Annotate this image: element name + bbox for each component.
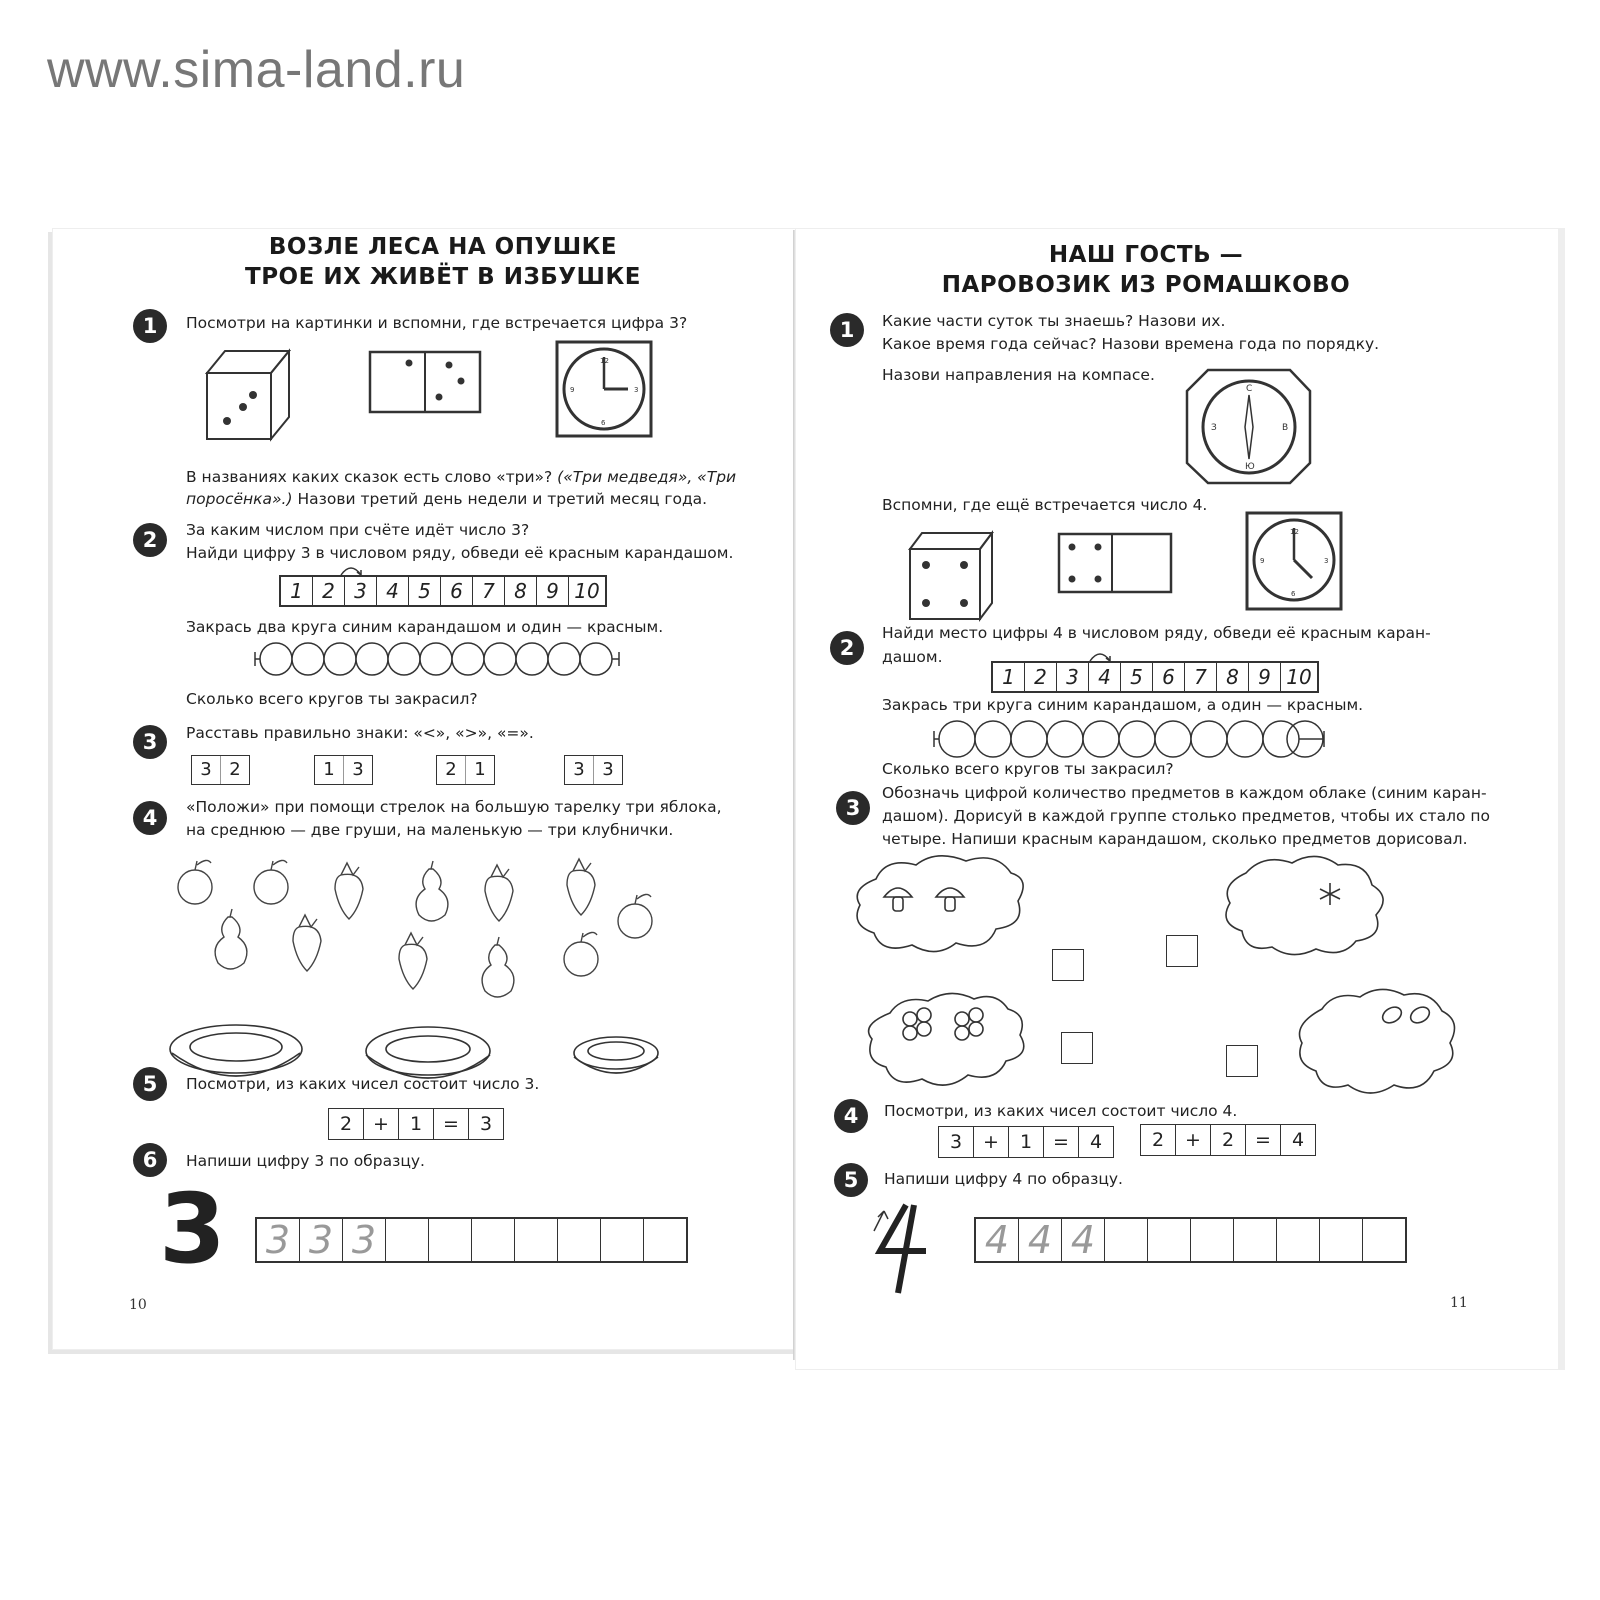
cloud-mushrooms <box>857 856 1023 952</box>
compass-east-label: В <box>1282 423 1289 433</box>
empty-cell[interactable] <box>1234 1219 1277 1261</box>
trace-cell[interactable]: 3 <box>300 1219 343 1261</box>
task-text: Какие части суток ты знаешь? Назови их. <box>882 312 1226 330</box>
task-text: Найди место цифры 4 в числовом ряду, обведи её красным каран- <box>882 624 1431 642</box>
empty-cell[interactable] <box>1191 1219 1234 1261</box>
trace-cell[interactable]: 4 <box>1019 1219 1062 1261</box>
cloud-flowers <box>869 993 1024 1085</box>
equation-term: = <box>1044 1127 1079 1157</box>
strawberry-icon <box>485 865 513 921</box>
task-number: 1 <box>830 313 864 347</box>
task-number: 2 <box>830 631 864 665</box>
equation-term: 1 <box>1009 1127 1044 1157</box>
svg-text:3: 3 <box>634 386 639 394</box>
task-text: За каким числом при счёте идёт число 3? <box>186 521 530 539</box>
equation <box>1140 1124 1316 1156</box>
compare-pair[interactable] <box>564 755 623 785</box>
compare-value: 3 <box>565 756 594 784</box>
number-cell: 10 <box>574 579 600 603</box>
task-text: Назови направления на компасе. <box>882 366 1155 384</box>
compare-pair[interactable] <box>191 755 250 785</box>
answer-box[interactable] <box>1052 949 1084 981</box>
number-cell: 9 <box>1249 663 1281 691</box>
task-text: Расставь правильно знаки: «<», «>», «=». <box>186 724 534 742</box>
how-many-text: Сколько всего кругов ты закрасил? <box>882 760 1174 778</box>
sample-digit: 3 <box>159 1173 226 1285</box>
trace-cell[interactable]: 4 <box>976 1219 1019 1261</box>
number-cell: 4 <box>1089 663 1121 691</box>
equation-term: 2 <box>1211 1125 1246 1155</box>
task-text: Найди цифру 3 в числовом ряду, обведи её красным карандашом. <box>186 544 734 562</box>
strawberry-icon <box>293 915 321 971</box>
compare-value: 3 <box>352 759 364 780</box>
page-number: 10 <box>129 1297 147 1313</box>
compare-pair[interactable] <box>436 755 495 785</box>
left-title-line1: ВОЗЛЕ ЛЕСА НА ОПУШКЕ <box>268 234 618 260</box>
medium-plate-icon <box>366 1027 490 1078</box>
domino-icon <box>1058 533 1172 593</box>
task-text: Посмотри, из каких чисел состоит число 3. <box>186 1075 540 1093</box>
fruits-illustration <box>163 849 723 1019</box>
equation-term: 4 <box>1291 1129 1305 1151</box>
equation-term: + <box>974 1127 1009 1157</box>
strawberry-icon <box>335 863 363 919</box>
task-number: 6 <box>133 1143 167 1177</box>
equation-term: + <box>364 1109 399 1139</box>
empty-cell[interactable] <box>1105 1219 1148 1261</box>
right-title-line1: НАШ ГОСТЬ — <box>1048 242 1244 268</box>
task-number: 4 <box>834 1099 868 1133</box>
equation-term: 2 <box>1141 1125 1176 1155</box>
task-text: «Положи» при помощи стрелок на большую тарелку три яблока, <box>186 798 722 816</box>
number-cell: 7 <box>473 577 505 605</box>
arc-arrow-icon <box>1088 649 1112 663</box>
domino-icon <box>369 351 481 413</box>
page-number: 11 <box>1450 1295 1468 1311</box>
apple-icon <box>178 860 212 904</box>
number-cell: 8 <box>505 577 537 605</box>
right-title-line2: ПАРОВОЗИК ИЗ РОМАШКОВО <box>941 272 1351 298</box>
task-text: дашом). Дорисуй в каждой группе столько предметов, чтобы их стало по <box>882 807 1491 825</box>
how-many-text: Сколько всего кругов ты закрасил? <box>186 690 478 708</box>
svg-text:9: 9 <box>570 386 575 394</box>
compare-value: 1 <box>315 756 344 784</box>
large-plate-icon <box>170 1025 302 1076</box>
empty-cell[interactable] <box>1277 1219 1320 1261</box>
svg-text:12: 12 <box>600 357 609 365</box>
empty-cell[interactable] <box>472 1219 515 1261</box>
empty-cell[interactable] <box>601 1219 644 1261</box>
compare-value: 1 <box>474 759 486 780</box>
task-text: Напиши цифру 3 по образцу. <box>186 1152 425 1170</box>
trace-cell[interactable]: 3 <box>257 1219 300 1261</box>
task-text: Посмотри на картинки и вспомни, где встречается цифра 3? <box>186 314 688 332</box>
svg-text:9: 9 <box>1260 557 1265 565</box>
number-cell: 6 <box>1153 663 1185 691</box>
pear-icon <box>482 937 514 997</box>
strawberry-icon <box>399 933 427 989</box>
compare-pair[interactable] <box>314 755 373 785</box>
number-cell: 2 <box>313 577 345 605</box>
compare-value: 2 <box>229 759 241 780</box>
dice-icon <box>906 529 996 624</box>
pear-icon <box>416 861 448 921</box>
number-cell: 7 <box>1185 663 1217 691</box>
cloud-snowflake <box>1226 856 1383 954</box>
task-number: 4 <box>133 801 167 835</box>
circles-row[interactable] <box>253 641 623 677</box>
task-number: 3 <box>836 791 870 825</box>
equation-term: 1 <box>399 1109 434 1139</box>
empty-cell[interactable] <box>1148 1219 1191 1261</box>
remember-text: Вспомни, где ещё встречается число 4. <box>882 496 1208 514</box>
svg-text:6: 6 <box>601 419 606 427</box>
fairy-tale-line1: В названиях каких сказок есть слово «три»? («Три медведя», «Три <box>186 468 737 486</box>
compare-value: 3 <box>192 756 221 784</box>
number-cell: 5 <box>409 577 441 605</box>
left-title-line2: ТРОЕ ИХ ЖИВЁТ В ИЗБУШКЕ <box>245 264 641 290</box>
equation-term: = <box>1246 1125 1281 1155</box>
number-cell: 2 <box>1025 663 1057 691</box>
svg-text:6: 6 <box>1291 590 1296 598</box>
compare-value: 3 <box>602 759 614 780</box>
equation-term: 3 <box>479 1113 493 1135</box>
task-number: 1 <box>133 309 167 343</box>
compass-icon <box>1186 369 1312 485</box>
empty-cell[interactable] <box>386 1219 429 1261</box>
equation <box>938 1126 1114 1158</box>
number-cell: 1 <box>993 663 1025 691</box>
answer-box[interactable] <box>1226 1045 1258 1077</box>
apple-icon <box>618 894 652 938</box>
compass-west-label: З <box>1211 423 1217 433</box>
number-cell: 6 <box>441 577 473 605</box>
number-cell: 8 <box>1217 663 1249 691</box>
task-text: Напиши цифру 4 по образцу. <box>884 1170 1123 1188</box>
number-cell: 5 <box>1121 663 1153 691</box>
trace-cell[interactable]: 4 <box>1062 1219 1105 1261</box>
color-circles-text: Закрась три круга синим карандашом, а один — красным. <box>882 696 1364 714</box>
trace-cell[interactable]: 3 <box>343 1219 386 1261</box>
number-cell: 9 <box>537 577 569 605</box>
equation-term: + <box>1176 1125 1211 1155</box>
sample-digit-four-icon <box>866 1201 942 1297</box>
task-number: 2 <box>133 523 167 557</box>
task-text: дашом. <box>882 648 943 666</box>
compare-value: 2 <box>437 756 466 784</box>
task-text: Обозначь цифрой количество предметов в каждом облаке (синим каран- <box>882 784 1487 802</box>
answer-box[interactable] <box>1061 1032 1093 1064</box>
clock-icon <box>556 341 652 437</box>
empty-cell[interactable] <box>515 1219 558 1261</box>
clock-icon <box>1246 512 1342 610</box>
number-cell: 10 <box>1286 665 1312 689</box>
equation-term: 4 <box>1089 1131 1103 1153</box>
svg-text:12: 12 <box>1290 528 1299 536</box>
equation <box>328 1108 504 1140</box>
dice-icon <box>203 345 293 440</box>
number-cell: 1 <box>281 577 313 605</box>
task-number: 3 <box>133 725 167 759</box>
right-page <box>795 228 1559 1370</box>
number-cell: 3 <box>1057 663 1089 691</box>
task-number: 5 <box>133 1067 167 1101</box>
compass-north-label: С <box>1246 384 1253 394</box>
number-cell: 3 <box>345 577 377 605</box>
task-text: четыре. Напиши красным карандашом, сколько предметов дорисовал. <box>882 830 1468 848</box>
left-page <box>52 228 800 1350</box>
clouds-illustration <box>846 849 1506 1109</box>
number-row <box>279 575 607 607</box>
task-number: 5 <box>834 1163 868 1197</box>
empty-cell[interactable] <box>644 1219 686 1261</box>
small-plate-icon <box>574 1037 658 1073</box>
equation-term: = <box>434 1109 469 1139</box>
empty-cell[interactable] <box>1363 1219 1405 1261</box>
equation-term: 2 <box>329 1109 364 1139</box>
apple-icon <box>564 932 598 976</box>
task-text: Посмотри, из каких чисел состоит число 4. <box>884 1102 1238 1120</box>
empty-cell[interactable] <box>1320 1219 1363 1261</box>
empty-cell[interactable] <box>558 1219 601 1261</box>
equation-term: 3 <box>939 1127 974 1157</box>
task-text: на среднюю — две груши, на маленькую — три клубнички. <box>186 821 674 839</box>
compass-south-label: Ю <box>1245 462 1255 472</box>
svg-text:3: 3 <box>1324 557 1329 565</box>
task-text: Какое время года сейчас? Назови времена года по порядку. <box>882 335 1380 353</box>
circles-row[interactable] <box>932 719 1328 759</box>
cloud-leaves <box>1300 989 1455 1093</box>
fairy-tale-line2: поросёнка».) Назови третий день недели и третий месяц года. <box>186 490 708 508</box>
pear-icon <box>215 909 247 969</box>
writing-grid[interactable] <box>255 1217 688 1263</box>
arc-arrow-icon <box>339 563 363 577</box>
empty-cell[interactable] <box>429 1219 472 1261</box>
color-circles-text: Закрась два круга синим карандашом и один — красным. <box>186 618 664 636</box>
answer-box[interactable] <box>1166 935 1198 967</box>
number-row <box>991 661 1319 693</box>
apple-icon <box>254 860 288 904</box>
number-cell: 4 <box>377 577 409 605</box>
writing-grid[interactable] <box>974 1217 1407 1263</box>
strawberry-icon <box>567 859 595 915</box>
watermark: www.sima-land.ru <box>47 41 466 99</box>
